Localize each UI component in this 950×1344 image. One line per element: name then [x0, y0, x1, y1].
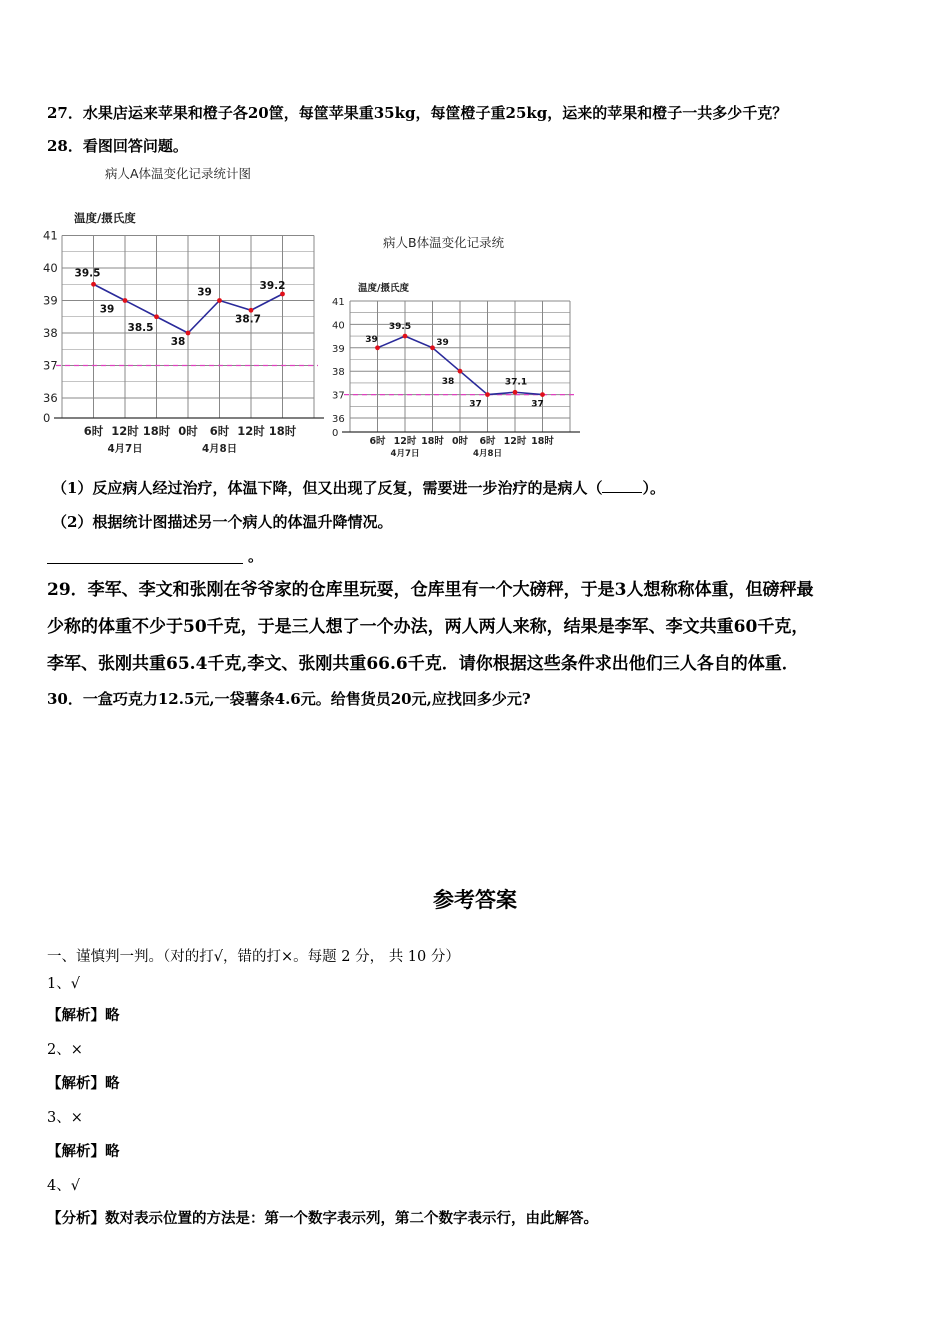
y-tick-label: 0: [332, 428, 339, 439]
data-point: [280, 292, 285, 297]
x-tick-label: 18时: [268, 424, 297, 438]
data-point: [430, 345, 435, 350]
chart-title: 病人B体温变化记录统: [383, 235, 505, 250]
data-label: 38: [441, 377, 455, 388]
data-point: [123, 298, 128, 303]
data-point: [154, 314, 159, 319]
answer-4: 4、√: [47, 1178, 80, 1194]
question-29-line-2: 少称的体重不少于50千克，于是三人想了一个办法，两人两人来称，结果是李军、李文共重60千克，: [47, 617, 809, 637]
section-1-heading: 一、谨慎判一判。（对的打√，错的打×。每题 2 分， 共 10 分）: [47, 949, 460, 965]
y-axis-label: 温度/摄氏度: [358, 283, 409, 294]
data-label: 37: [469, 399, 482, 410]
x-tick-label: 0时: [178, 424, 198, 438]
question-28-1-end: ）。: [642, 479, 665, 497]
question-30: 30．一盒巧克力12.5元,一袋薯条4.6元。给售货员20元,应找回多少元?: [47, 690, 531, 708]
data-point: [403, 334, 408, 339]
data-point: [540, 392, 545, 397]
x-tick-label: 6时: [83, 424, 104, 438]
x-tick-label: 12时: [111, 424, 139, 438]
analysis-3: 【解析】略: [47, 1143, 120, 1160]
chart-patient-b: [328, 230, 590, 465]
data-label: 39: [197, 286, 212, 299]
data-point: [249, 308, 254, 313]
chart-patient-a: [40, 160, 325, 465]
y-tick-label: 39: [332, 343, 345, 355]
y-tick-label: 0: [43, 411, 51, 425]
data-label: 38.7: [235, 313, 261, 326]
y-axis-label: 温度/摄氏度: [74, 211, 136, 225]
date-label: 4月7日: [390, 449, 420, 459]
data-point: [375, 345, 380, 350]
data-label: 38: [170, 336, 186, 348]
data-label: 39.5: [388, 322, 412, 333]
chart-title: 病人A体温变化记录统计图: [105, 166, 252, 181]
date-label: 4月8日: [473, 449, 502, 459]
answer-blank[interactable]: [602, 478, 642, 493]
question-28: 28．看图回答问题。: [47, 137, 188, 155]
x-tick-label: 18时: [531, 436, 554, 447]
question-28-2-end: 。: [248, 547, 264, 565]
answers-title: 参考答案: [433, 887, 517, 912]
y-tick-label: 38: [43, 326, 58, 340]
question-29-line-1: 29．李军、李文和张刚在爷爷家的仓库里玩耍，仓库里有一个大磅秤，于是3人想称称体重，但磅秤最: [47, 580, 814, 600]
data-point: [513, 390, 518, 395]
y-tick-label: 37: [43, 358, 58, 373]
data-label: 39: [99, 303, 115, 316]
date-label: 4月8日: [201, 443, 238, 455]
y-tick-label: 41: [43, 228, 58, 243]
data-label: 37: [531, 399, 544, 410]
y-tick-label: 36: [43, 391, 58, 405]
y-tick-label: 39: [43, 293, 58, 308]
question-27: 27．水果店运来苹果和橙子各20筐，每筐苹果重35kg，每筐橙子重25kg，运来的苹果和橙子一共多少千克？: [47, 104, 788, 122]
data-label: 37.1: [504, 377, 528, 388]
answer-1: 1、√: [47, 976, 80, 992]
x-tick-label: 6时: [369, 436, 386, 447]
data-point: [458, 369, 463, 374]
answer-line[interactable]: [47, 563, 243, 564]
data-label: 39.2: [259, 280, 286, 292]
x-tick-label: 18时: [421, 436, 444, 447]
answer-2: 2、×: [47, 1042, 83, 1058]
x-tick-label: 6时: [479, 436, 496, 447]
x-tick-label: 12时: [393, 436, 417, 447]
data-point: [186, 331, 191, 336]
x-tick-label: 12时: [237, 424, 265, 438]
y-tick-label: 38: [332, 367, 345, 379]
analysis-4: 【分析】数对表示位置的方法是：第一个数字表示列，第二个数字表示行，由此解答。: [47, 1210, 598, 1227]
question-28-1: [52, 478, 665, 498]
date-label: 4月7日: [107, 443, 143, 455]
data-label: 38.5: [127, 321, 154, 334]
x-tick-label: 12时: [503, 436, 527, 447]
data-label: 39.5: [74, 267, 101, 280]
answer-3: 3、×: [47, 1110, 83, 1126]
question-28-2: （2）根据统计图描述另一个病人的体温升降情况。: [52, 513, 393, 531]
data-point: [91, 282, 96, 287]
x-tick-label: 18时: [142, 424, 171, 438]
y-tick-label: 36: [332, 414, 345, 425]
question-29-line-3: 李军、张刚共重65.4千克,李文、张刚共重66.6千克．请你根据这些条件求出他们三人各自的体重．: [47, 654, 799, 674]
data-label: 39: [436, 337, 449, 348]
y-tick-label: 37: [332, 390, 345, 402]
data-label: 39: [365, 334, 378, 345]
question-28-1-text: （1）反应病人经过治疗，体温下降，但又出现了反复，需要进一步治疗的是病人（: [52, 479, 603, 497]
x-tick-label: 6时: [209, 424, 230, 438]
data-point: [217, 298, 222, 303]
data-point: [485, 392, 490, 397]
analysis-2: 【解析】略: [47, 1075, 120, 1092]
x-tick-label: 0时: [451, 436, 469, 447]
y-tick-label: 41: [332, 297, 345, 308]
y-tick-label: 40: [43, 261, 58, 275]
analysis-1: 【解析】略: [47, 1007, 120, 1024]
y-tick-label: 40: [332, 320, 345, 332]
